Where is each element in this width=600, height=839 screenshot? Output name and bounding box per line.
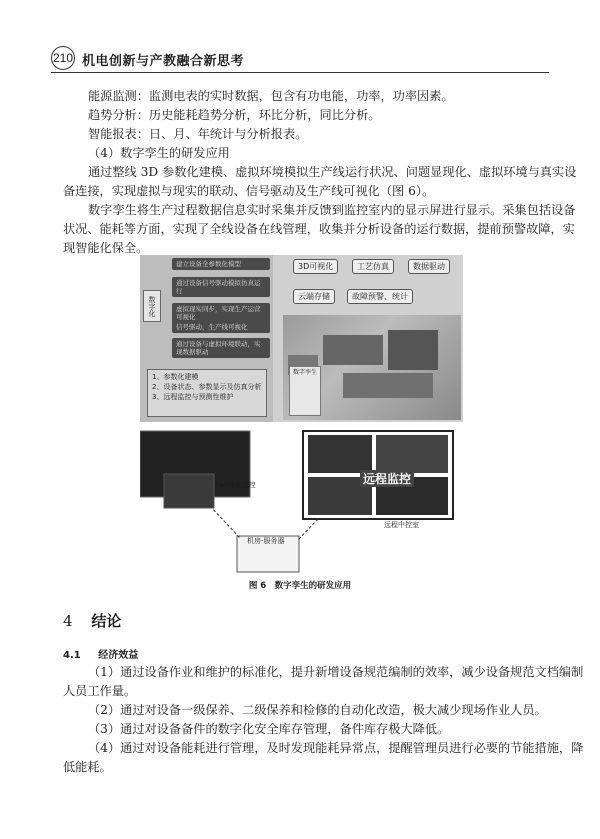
avatar-figure: 数字孪生 <box>289 366 321 416</box>
paragraph-line: 状况、能耗等方面，实现了全线设备在线管理，收集并分析设备的运行数据，提前预警故障，实 <box>63 222 575 236</box>
paragraph-line: 通过整线 3D 参数化建模、虚拟环境模拟生产线运行状况、问题显现化、虚拟环境与真实设 <box>88 165 577 179</box>
subsection-heading <box>63 646 138 661</box>
figure-side-label: 数字化 <box>143 290 161 322</box>
conclusion-line: 人员工作量。 <box>63 684 137 698</box>
figure-tag: 数据驱动 <box>408 259 450 274</box>
conclusion-line: （4）通过对设备能耗进行管理，及时发现能耗异常点，提醒管理员进行必要的节能措施，降 <box>88 741 584 755</box>
label-pad: Pad现场监控 <box>215 481 256 489</box>
subsection-number: 4.1 <box>63 650 81 661</box>
subheading-digital-twin: （4）数字孪生的研发应用 <box>88 146 230 160</box>
figure-tag: 云端存储 <box>293 289 335 304</box>
paragraph-line: 数字孪生将生产过程数据信息实时采集并反馈到监控室内的显示屏进行显示。采集包括设备 <box>88 203 576 217</box>
subsection-title: 经济效益 <box>98 650 139 661</box>
info-line: 2、设备状态、参数显示及仿真分析 <box>152 383 262 391</box>
section-title: 结论 <box>91 612 122 630</box>
running-head: 机电创新与产教融合新思考 <box>82 54 245 69</box>
figure-tag: 故障预警、统计 <box>347 289 413 304</box>
figure-caption: 图 6 数字孪生的研发应用 <box>248 581 352 591</box>
figure-chip: 通过设备信号驱动模拟仿真运行 <box>172 277 270 297</box>
figure-chip: 建立设备全参数化模型 <box>172 258 270 270</box>
conclusion-line: （1）通过设备作业和维护的标准化，提升新增设备规范编制的效率，减少设备规范文档编制 <box>88 665 584 679</box>
section-number: 4 <box>63 612 73 630</box>
network-diagram <box>140 428 463 574</box>
figure-network <box>140 428 463 574</box>
info-line: 1、参数化建模 <box>152 373 199 381</box>
paragraph-trend-analysis: 趋势分析：历史能耗趋势分析，环比分析，同比分析。 <box>88 108 381 122</box>
section-heading <box>63 610 121 631</box>
conclusion-line: （3）通过对设备备件的数字化安全库存管理，备件库存极大降低。 <box>88 722 450 736</box>
paragraph-line: 备连接，实现虚拟与现实的联动、信号驱动及生产线可视化（图 6）。 <box>63 184 435 198</box>
figure-tag: 3D可视化 <box>293 259 338 274</box>
header-rule <box>51 72 549 73</box>
info-line: 3、远程监控与预测性维护 <box>152 393 234 401</box>
figure-chip: 信号驱动，生产线可视化 <box>172 321 270 333</box>
conclusion-line: （2）通过对设备一级保养、二级保养和检修的自动化改造，极大减少现场作业人员。 <box>88 703 547 717</box>
label-control-room: 远程中控室 <box>384 521 419 529</box>
label-remote-monitor: 远程监控 <box>360 470 414 487</box>
figure-info-box <box>147 369 267 417</box>
page-number: 210 <box>51 46 75 70</box>
figure-chip: 通过设备与虚拟环境联动，实现数据驱动 <box>172 338 270 358</box>
paragraph-line: 现智能化保全。 <box>63 241 149 255</box>
conclusion-line: 低能耗。 <box>63 760 112 774</box>
figure-tag: 工艺仿真 <box>352 259 394 274</box>
paragraph-energy-monitoring: 能源监测：监测电表的实时数据，包含有功电能，功率，功率因素。 <box>88 89 454 103</box>
label-server: 机房-服务器 <box>247 537 285 545</box>
figure-chip: 虚拟现实同步，实现生产运营可视化 <box>172 303 270 323</box>
paragraph-smart-report: 智能报表：日、月、年统计与分析报表。 <box>88 127 308 141</box>
